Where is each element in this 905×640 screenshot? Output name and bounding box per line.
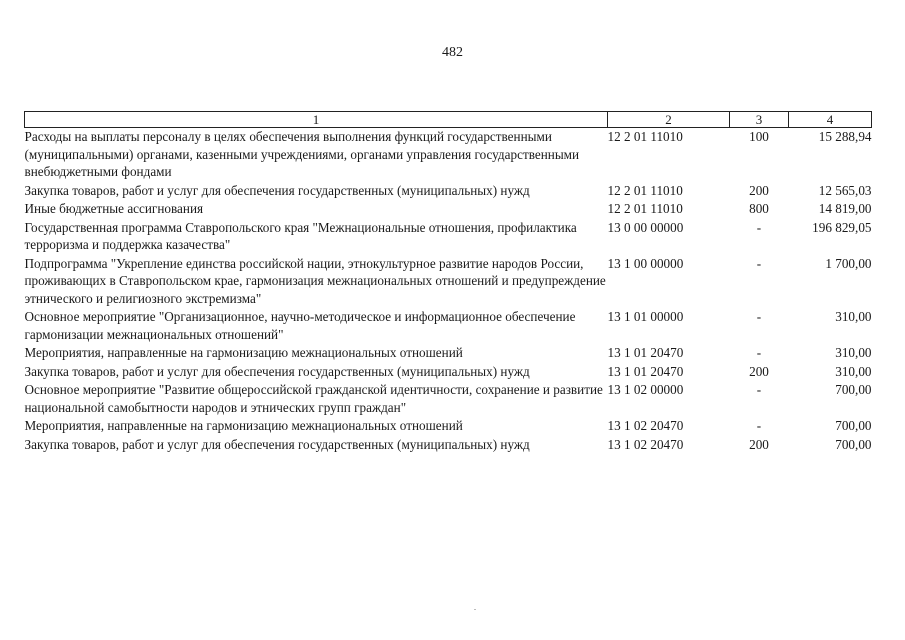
- table-row: [25, 200, 872, 219]
- page-number: 482: [442, 45, 463, 60]
- row-description: Мероприятия, направленные на гармонизацию межнациональных отношений: [24, 345, 463, 360]
- row-code: 13 1 01 20470: [607, 363, 684, 379]
- column-header-2: 2: [608, 112, 730, 128]
- row-code: 12 2 01 11010: [607, 129, 683, 144]
- row-description: Закупка товаров, работ и услуг для обеспечения государственных (муниципальных) нужд: [24, 182, 530, 198]
- row-amount: 15 288,94: [818, 129, 872, 144]
- table-row: [25, 255, 872, 309]
- row-amount: 14 819,00: [818, 201, 872, 216]
- budget-table: [24, 111, 872, 454]
- row-amount: 12 565,03: [818, 182, 872, 198]
- row-code: 12 2 01 11010: [607, 182, 683, 198]
- row-expense-type: 200: [749, 182, 769, 198]
- row-amount: 310,00: [835, 363, 872, 379]
- table-body: [25, 128, 872, 455]
- row-description: Иные бюджетные ассигнования: [24, 201, 204, 216]
- row-expense-type: -: [756, 382, 762, 397]
- row-description: Подпрограмма "Укрепление единства российской нации, этнокультурное развитие народов России, проживающих в Ставропольском крае, гармонизация межнациональных отношений и предупреждение этнического и религиозного экстремизма": [24, 255, 606, 306]
- row-expense-type: 200: [749, 363, 769, 379]
- row-code: 13 1 02 20470: [607, 436, 684, 452]
- row-expense-type: -: [756, 219, 762, 235]
- row-expense-type: 800: [749, 201, 769, 216]
- row-description: Закупка товаров, работ и услуг для обеспечения государственных (муниципальных) нужд: [24, 363, 530, 379]
- row-amount: 310,00: [835, 309, 872, 324]
- row-expense-type: 100: [749, 129, 769, 144]
- row-description: Мероприятия, направленные на гармонизацию межнациональных отношений: [24, 418, 463, 433]
- row-expense-type: -: [756, 418, 762, 433]
- column-header-1: 1: [25, 112, 608, 128]
- row-code: 13 1 01 00000: [607, 309, 684, 324]
- scan-speck: [474, 609, 476, 610]
- row-code: 13 1 02 20470: [607, 418, 684, 433]
- row-code: 13 0 00 00000: [607, 219, 684, 235]
- row-expense-type: -: [756, 255, 762, 271]
- row-amount: 310,00: [835, 345, 872, 360]
- row-expense-type: -: [756, 345, 762, 360]
- row-description: Основное мероприятие "Развитие общероссийской гражданской идентичности, сохранение и развитие национальной самобытности народов и этнических групп граждан": [24, 382, 603, 415]
- row-code: 13 1 02 00000: [607, 382, 684, 397]
- row-description: Расходы на выплаты персоналу в целях обеспечения выполнения функций государственными (муниципальными) органами, казенными учреждениями, органами управления государственными внебюджетными фондами: [24, 129, 580, 179]
- table-row: [25, 363, 872, 382]
- row-amount: 1 700,00: [825, 255, 872, 271]
- row-amount: 700,00: [835, 382, 872, 397]
- row-expense-type: 200: [749, 436, 769, 452]
- row-code: 13 1 01 20470: [607, 345, 684, 360]
- table-header-row: [25, 112, 872, 128]
- table-row: [25, 381, 872, 417]
- table-row: [25, 436, 872, 455]
- row-code: 12 2 01 11010: [607, 201, 683, 216]
- row-amount: 700,00: [835, 436, 872, 452]
- table-row: [25, 219, 872, 255]
- row-code: 13 1 00 00000: [607, 255, 684, 271]
- table-row: [25, 128, 872, 182]
- table-row: [25, 344, 872, 363]
- row-amount: 196 829,05: [812, 219, 872, 235]
- row-description: Основное мероприятие "Организационное, научно-методическое и информационное обеспечение гармонизации межнациональных отношений": [24, 309, 576, 342]
- row-description: Закупка товаров, работ и услуг для обеспечения государственных (муниципальных) нужд: [24, 436, 530, 452]
- table-row: [25, 417, 872, 436]
- row-description: Государственная программа Ставропольского края "Межнациональные отношения, профилактика терроризма и поддержка казачества": [24, 219, 577, 252]
- column-header-4: 4: [789, 112, 872, 128]
- column-header-3: 3: [730, 112, 789, 128]
- row-amount: 700,00: [835, 418, 872, 433]
- table-row: [25, 308, 872, 344]
- table-row: [25, 182, 872, 201]
- row-expense-type: -: [756, 309, 762, 324]
